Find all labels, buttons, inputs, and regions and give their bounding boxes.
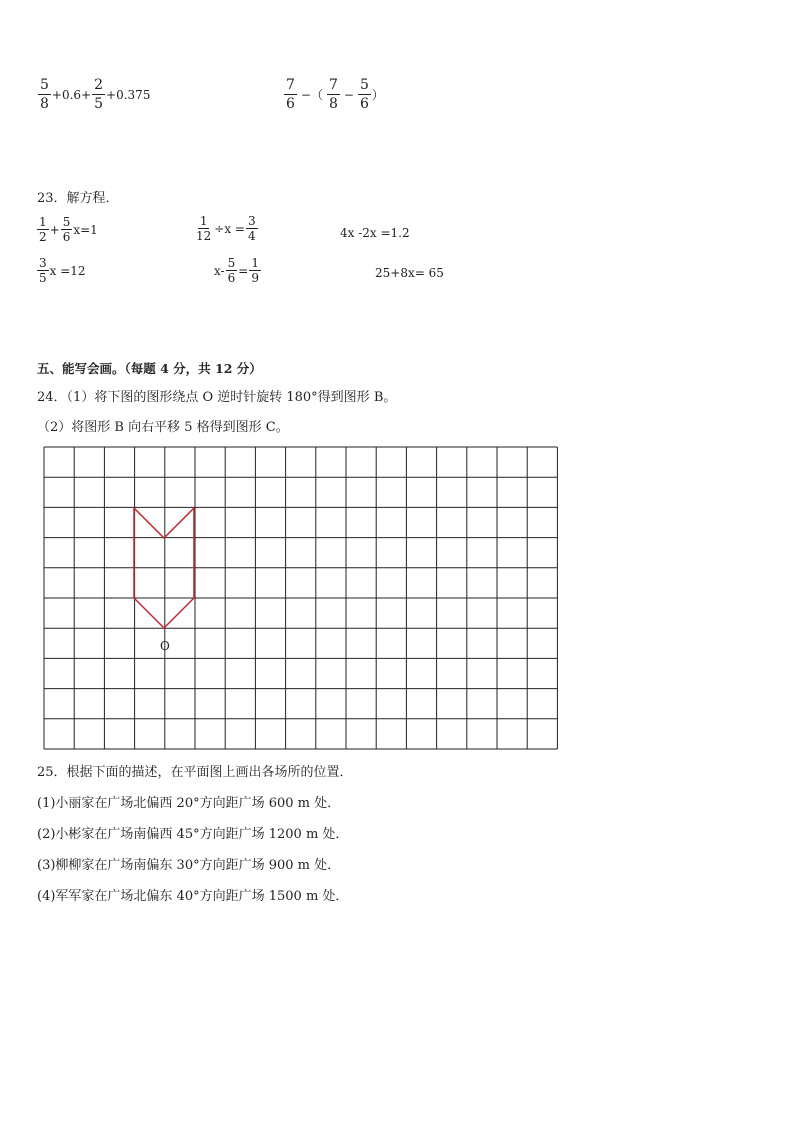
fraction: $\frac{3}{5}$: [39, 256, 47, 285]
expr-text: −（: [300, 88, 323, 102]
q24-part2: （2）将图形 B 向右平移 5 格得到图形 C。: [37, 420, 289, 435]
equation-6: 25+8x= 65: [375, 266, 444, 280]
q25-item-1: (1)小丽家在广场北偏西 20°方向距广场 600 m 处．: [37, 796, 341, 811]
expr-text: −: [343, 87, 354, 102]
expr-text: x=1: [73, 222, 98, 237]
equation-3: 4x -2x =1.2: [340, 226, 410, 240]
q25-item-2: (2)小彬家在广场南偏西 45°方向距广场 1200 m 处．: [37, 827, 349, 842]
fraction: $\frac{5}{6}$: [359, 77, 369, 112]
q25-item-3: (3)柳柳家在广场南偏东 30°方向距广场 900 m 处．: [37, 858, 341, 873]
q23-title: 23．解方程．: [37, 191, 119, 206]
q24-part1: 24．（1）将下图的图形绕点 O 逆时针旋转 180°得到图形 B。: [37, 390, 397, 405]
fraction: $\frac{1}{12}$: [196, 214, 212, 243]
section-heading: 五、能写会画。（每题 4 分，共 12 分）: [37, 361, 262, 376]
fraction: $\frac{5}{6}$: [227, 256, 236, 285]
q25-item-4: (4)军军家在广场北偏东 40°方向距广场 1500 m 处．: [37, 889, 349, 904]
fraction: $\frac{1}{2}$: [39, 215, 47, 244]
expr-text: ÷x =: [214, 221, 245, 236]
expr-text: +0.6+: [51, 87, 92, 102]
expr-text: x-: [214, 263, 225, 278]
expr-text: +: [49, 222, 60, 237]
fraction: $\frac{3}{4}$: [247, 214, 256, 243]
fraction: $\frac{2}{5}$: [94, 77, 104, 112]
expr-text: =: [238, 263, 249, 278]
point-o-label: O: [160, 639, 170, 653]
q25-title: 25．根据下面的描述，在平面图上画出各场所的位置．: [37, 765, 353, 780]
fraction: $\frac{7}{8}$: [328, 77, 338, 112]
fraction: $\frac{5}{8}$: [40, 77, 49, 112]
fraction: $\frac{5}{6}$: [62, 215, 71, 244]
fraction: $\frac{7}{6}$: [286, 77, 295, 112]
expr-text: x =12: [49, 263, 86, 278]
expr-text: +0.375: [106, 87, 151, 102]
grid-lines: [44, 447, 557, 749]
fraction: $\frac{1}{9}$: [251, 256, 259, 285]
expr-text: ）: [371, 88, 384, 102]
